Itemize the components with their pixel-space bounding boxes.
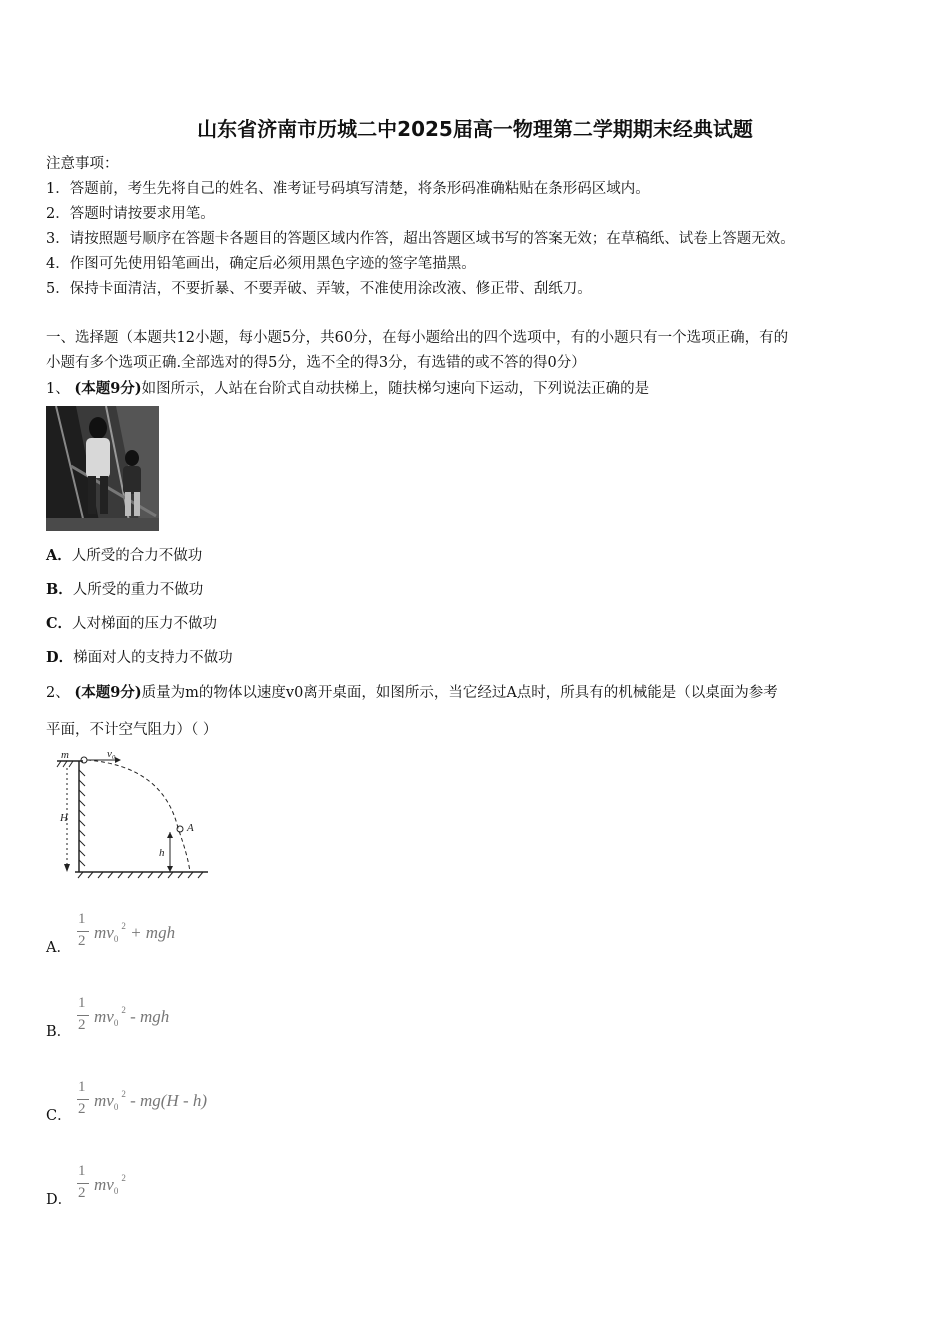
notice-heading: 注意事项：	[46, 156, 119, 172]
question-2-stem-cont: 平面，不计空气阻力）（ ）	[46, 722, 218, 738]
question-points: (本题9分)	[74, 380, 142, 397]
projectile-diagram	[53, 746, 210, 883]
question-1-stem	[46, 377, 649, 398]
q1-option-b[interactable]: B．人所受的重力不做功	[46, 581, 204, 598]
label-m: m	[61, 749, 69, 761]
question-text: 质量为m的物体以速度v0离开桌面，如图所示，当它经过A点时，所具有的机械能是（以桌面为参考	[141, 685, 778, 701]
q1-option-c[interactable]: C．人对梯面的压力不做功	[46, 615, 218, 632]
label-H: H	[60, 812, 68, 824]
label-v0: v₀	[107, 748, 116, 760]
notice-item: 5．保持卡面清洁，不要折暴、不要弄破、弄皱，不准使用涂改液、修正带、刮纸刀。	[46, 281, 592, 297]
q1-option-d[interactable]: D．梯面对人的支持力不做功	[46, 649, 233, 666]
notice-item: 2．答题时请按要求用笔。	[46, 206, 215, 222]
q2-option-c-letter[interactable]: C．	[46, 1108, 72, 1124]
section-heading: 一、选择题（本题共12小题，每小题5分，共60分，在每小题给出的四个选项中，有的小题只有一个选项正确，有的	[46, 330, 789, 346]
label-A: A	[187, 822, 194, 834]
question-number: 1、	[46, 381, 70, 397]
notice-item: 1．答题前，考生先将自己的姓名、准考证号码填写清楚，将条形码准确粘贴在条形码区域内。	[46, 181, 650, 197]
section-heading-cont: 小题有多个选项正确.全部选对的得5分，选不全的得3分，有选错的或不答的得0分）	[46, 355, 586, 371]
q2-option-d-letter[interactable]: D．	[46, 1192, 73, 1208]
question-text: 如图所示，人站在台阶式自动扶梯上，随扶梯匀速向下运动，下列说法正确的是	[141, 381, 650, 397]
question-points: (本题9分)	[74, 684, 142, 701]
escalator-photo	[46, 406, 159, 531]
notice-item: 3．请按照题号顺序在答题卡各题目的答题区域内作答，超出答题区域书写的答案无效；在草稿纸、试卷上答题无效。	[46, 231, 795, 247]
page-title: 山东省济南市历城二中2025届高一物理第二学期期末经典试题	[197, 117, 753, 141]
q2-option-b-letter[interactable]: B．	[46, 1024, 72, 1040]
q1-option-a[interactable]: A．人所受的合力不做功	[46, 547, 203, 564]
notice-item: 4．作图可先使用铅笔画出，确定后必须用黑色字迹的签字笔描黑。	[46, 256, 476, 272]
label-h: h	[159, 847, 165, 859]
question-2-stem	[46, 681, 778, 702]
q2-option-a-letter[interactable]: A．	[46, 940, 71, 956]
question-number: 2、	[46, 685, 70, 701]
